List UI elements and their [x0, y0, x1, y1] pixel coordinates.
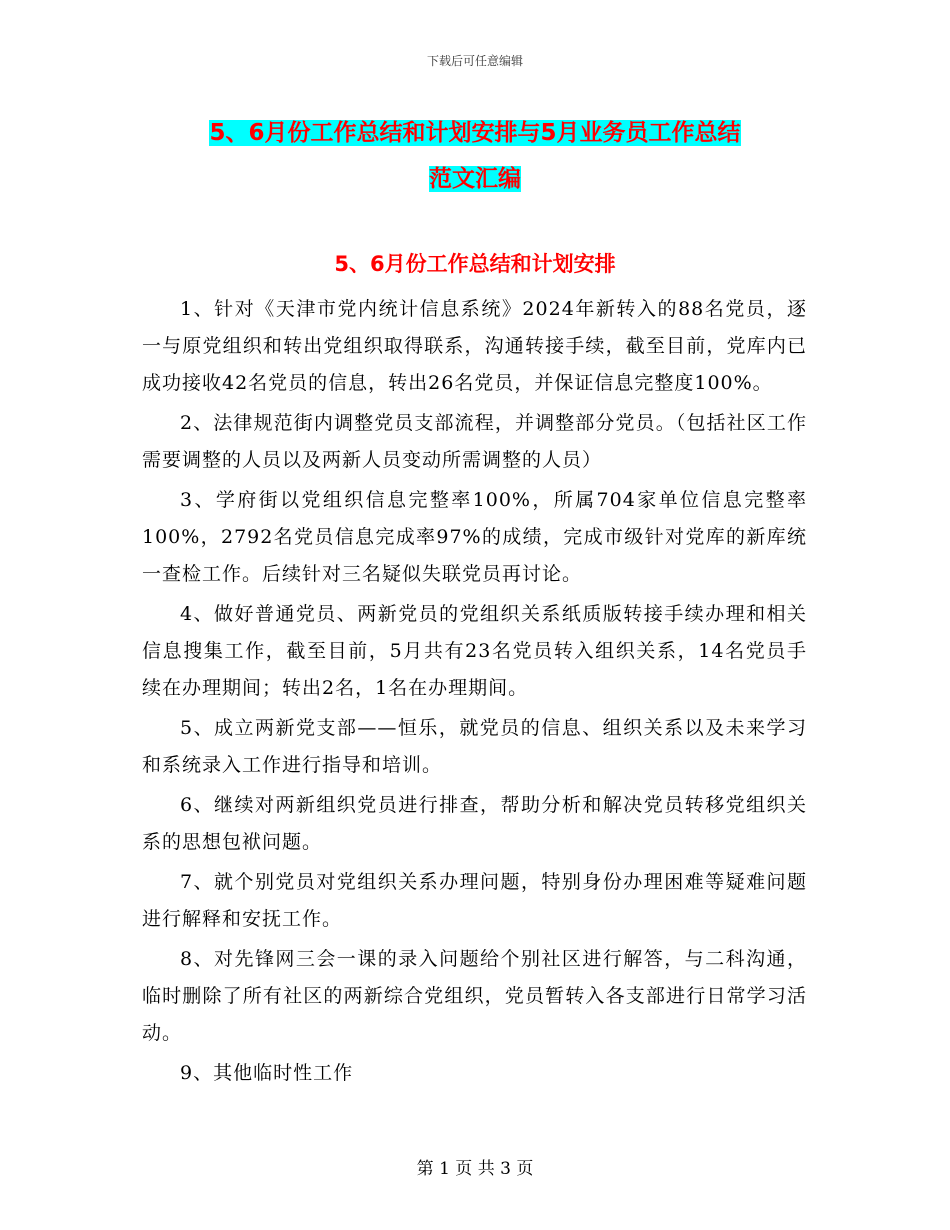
paragraph-4: 4、做好普通党员、两新党员的党组织关系纸质版转接手续办理和相关信息搜集工作，截至目前，5月共有23名党员转入组织关系，14名党员手续在办理期间；转出2名，1名在办理期间。 — [142, 603, 807, 699]
paragraph-7: 7、就个别党员对党组织关系办理问题，特别身份办理困难等疑难问题进行解释和安抚工作。 — [142, 871, 807, 930]
body-text — [142, 291, 807, 1095]
section-title: 5、6月份工作总结和计划安排 — [334, 252, 616, 276]
paragraph-9: 9、其他临时性工作 — [180, 1062, 354, 1084]
paragraph-5: 5、成立两新党支部——恒乐，就党员的信息、组织关系以及未来学习和系统录入工作进行指导和培训。 — [142, 717, 807, 776]
paragraph-2: 2、法律规范街内调整党员支部流程，并调整部分党员。（包括社区工作需要调整的人员以及两新人员变动所需调整的人员） — [142, 412, 807, 471]
header-note: 下载后可任意编辑 — [426, 54, 523, 68]
document-title-line-2: 范文汇编 — [429, 166, 521, 192]
paragraph-3: 3、学府街以党组织信息完整率100%，所属704家单位信息完整率100%，2792名党员信息完成率97%的成绩，完成市级针对党库的新库统一查检工作。后续针对三名疑似失联党员再讨论。 — [142, 489, 807, 585]
document-title — [0, 110, 950, 202]
paragraph-6: 6、继续对两新组织党员进行排查，帮助分析和解决党员转移党组织关系的思想包袱问题。 — [142, 794, 807, 853]
page-footer: 第 1 页 共 3 页 — [416, 1159, 534, 1179]
paragraph-8: 8、对先锋网三会一课的录入问题给个别社区进行解答，与二科沟通，临时删除了所有社区的两新综合党组织，党员暂转入各支部进行日常学习活动。 — [142, 948, 807, 1044]
document-title-line-1: 5、6月份工作总结和计划安排与5月业务员工作总结 — [209, 120, 741, 146]
paragraph-1: 1、针对《天津市党内统计信息系统》2024年新转入的88名党员，逐一与原党组织和转出党组织取得联系，沟通转接手续，截至目前，党库内已成功接收42名党员的信息，转出26名党员，并保证信息完整度100%。 — [142, 298, 807, 394]
